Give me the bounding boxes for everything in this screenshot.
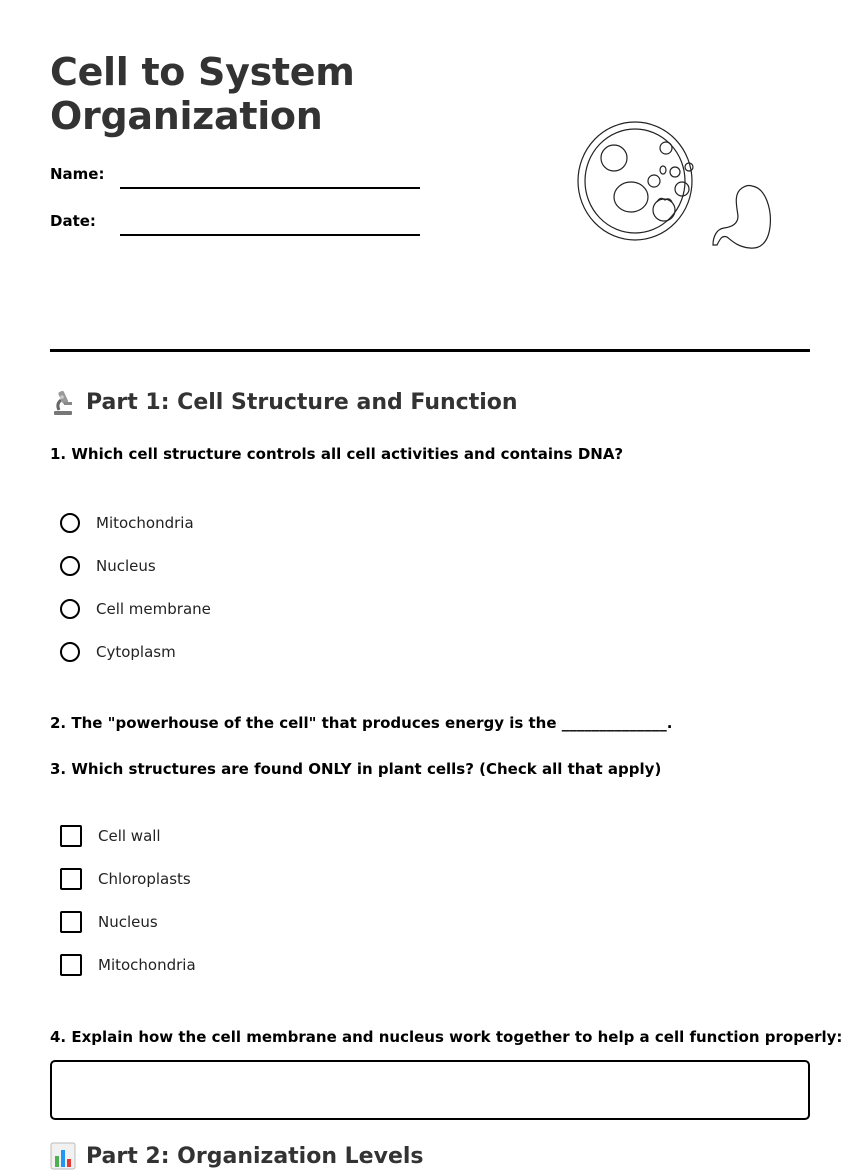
q4-answer-box[interactable] bbox=[50, 1060, 810, 1120]
q1-option-cytoplasm[interactable] bbox=[60, 639, 176, 665]
q1-option-mitochondria[interactable] bbox=[60, 510, 194, 536]
name-field[interactable] bbox=[120, 187, 420, 189]
bar-chart-icon bbox=[50, 1142, 76, 1170]
page-title: Cell to System Organization bbox=[50, 50, 355, 138]
q1-option-cell-membrane[interactable] bbox=[60, 596, 211, 622]
microscope-icon bbox=[50, 388, 76, 416]
checkbox[interactable] bbox=[60, 825, 82, 847]
part2-title: Part 2: Organization Levels bbox=[86, 1143, 424, 1169]
q1-option-nucleus[interactable] bbox=[60, 553, 156, 579]
checkbox[interactable] bbox=[60, 911, 82, 933]
question-4: 4. Explain how the cell membrane and nucleus work together to help a cell function properly: bbox=[50, 1028, 843, 1046]
checkbox[interactable] bbox=[60, 954, 82, 976]
option-label: Cell membrane bbox=[96, 600, 211, 618]
part2-heading bbox=[50, 1142, 424, 1170]
worksheet-page bbox=[50, 0, 843, 1169]
cell-and-stomach-illustration bbox=[572, 115, 772, 255]
option-label: Chloroplasts bbox=[98, 870, 191, 888]
option-label: Cell wall bbox=[98, 827, 161, 845]
question-1: 1. Which cell structure controls all cell activities and contains DNA? bbox=[50, 445, 624, 463]
part1-title: Part 1: Cell Structure and Function bbox=[86, 389, 518, 415]
q3-option-chloroplasts[interactable] bbox=[60, 866, 191, 892]
option-label: Nucleus bbox=[98, 913, 158, 931]
option-label: Mitochondria bbox=[96, 514, 194, 532]
option-label: Cytoplasm bbox=[96, 643, 176, 661]
question-2: 2. The "powerhouse of the cell" that produces energy is the ______________. bbox=[50, 714, 673, 732]
radio-button[interactable] bbox=[60, 556, 80, 576]
header-divider bbox=[50, 349, 810, 352]
date-label: Date: bbox=[50, 212, 96, 230]
cell-icon bbox=[578, 122, 693, 240]
radio-button[interactable] bbox=[60, 513, 80, 533]
checkbox[interactable] bbox=[60, 868, 82, 890]
date-field[interactable] bbox=[120, 234, 420, 236]
q3-option-nucleus[interactable] bbox=[60, 909, 158, 935]
radio-button[interactable] bbox=[60, 642, 80, 662]
q3-option-cell-wall[interactable] bbox=[60, 823, 161, 849]
name-label: Name: bbox=[50, 165, 105, 183]
question-3: 3. Which structures are found ONLY in plant cells? (Check all that apply) bbox=[50, 760, 662, 778]
option-label: Nucleus bbox=[96, 557, 156, 575]
option-label: Mitochondria bbox=[98, 956, 196, 974]
q3-option-mitochondria[interactable] bbox=[60, 952, 196, 978]
radio-button[interactable] bbox=[60, 599, 80, 619]
stomach-icon bbox=[713, 186, 770, 248]
part1-heading bbox=[50, 388, 518, 416]
